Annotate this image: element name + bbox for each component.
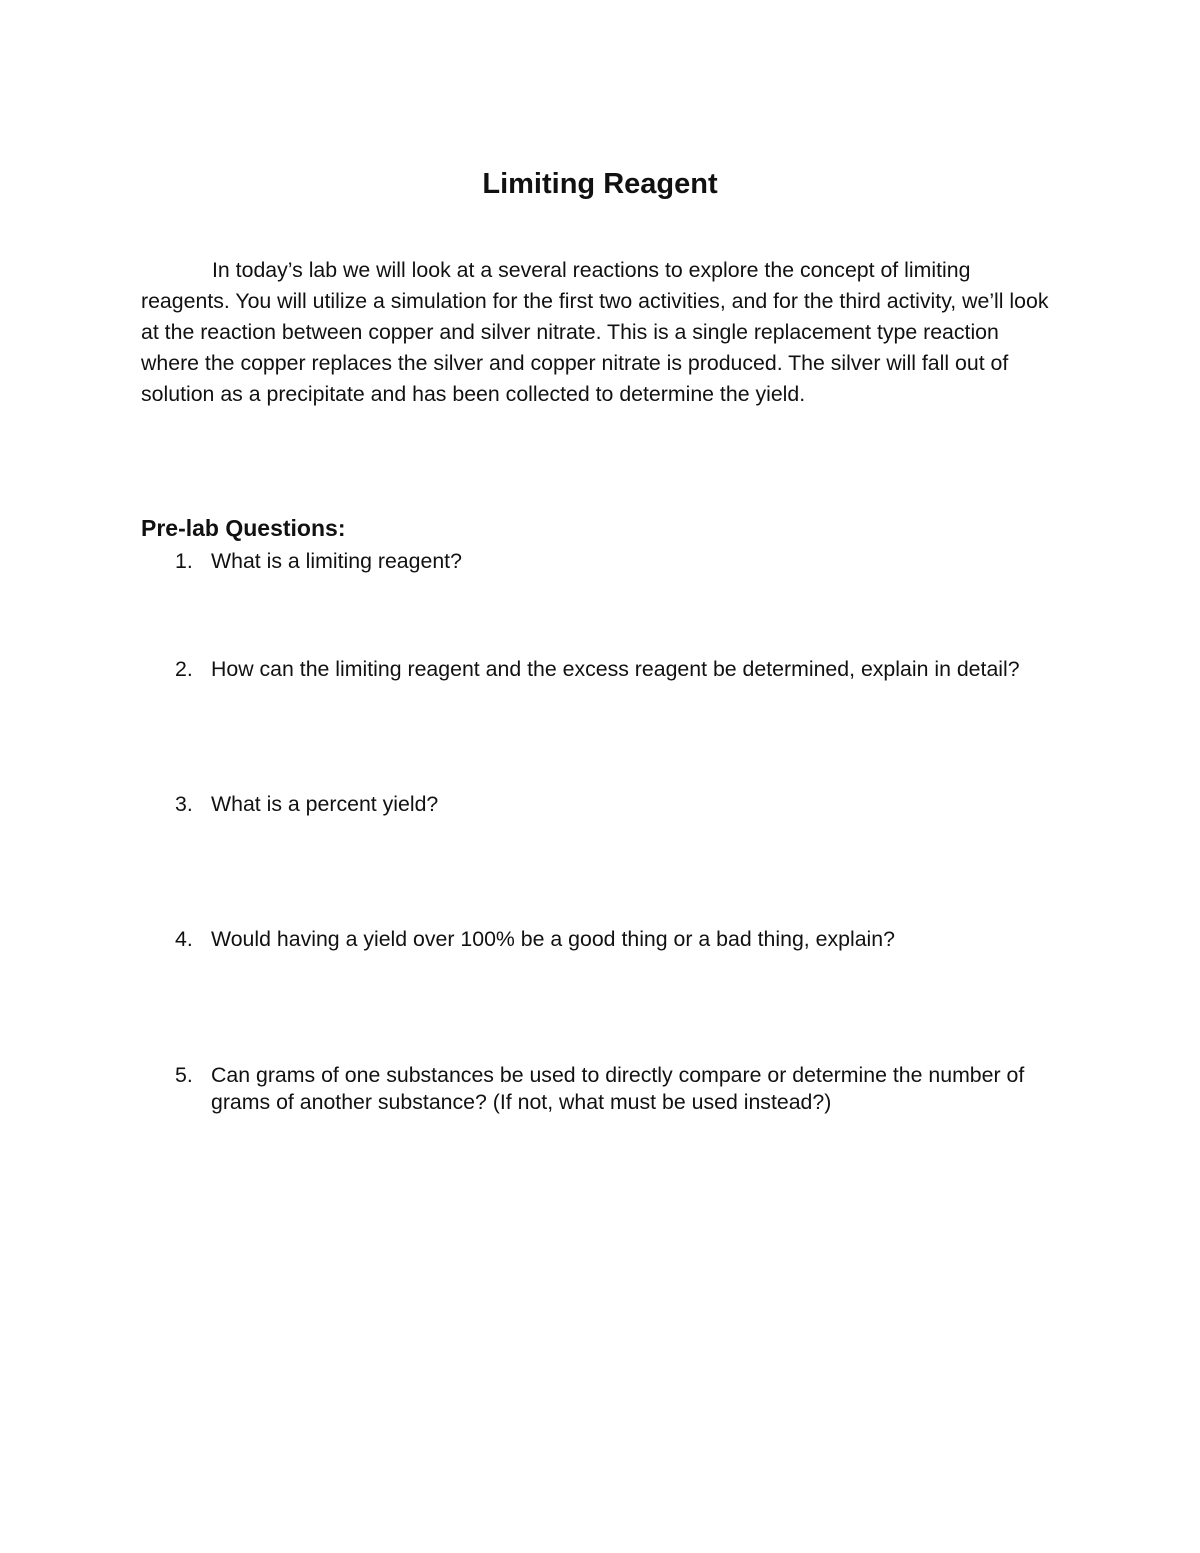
question-item — [170, 1062, 1070, 1116]
question-text: Can grams of one substances be used to directly compare or determine the number of grams of another substance? (If not, what must be used instead?) — [211, 1063, 1025, 1114]
question-number: 3. — [175, 792, 193, 816]
question-text: How can the limiting reagent and the excess reagent be determined, explain in detail? — [211, 657, 1020, 681]
question-number: 5. — [175, 1063, 193, 1087]
question-text: What is a percent yield? — [211, 792, 439, 816]
question-text: What is a limiting reagent? — [211, 549, 462, 573]
question-number: 4. — [175, 927, 193, 951]
question-item — [170, 926, 1070, 953]
question-item — [170, 656, 1070, 683]
question-item — [170, 791, 1070, 818]
question-item — [170, 548, 1070, 575]
prelab-heading: Pre-lab Questions: — [141, 515, 346, 541]
question-text: Would having a yield over 100% be a good thing or a bad thing, explain? — [211, 927, 895, 951]
question-number: 2. — [175, 657, 193, 681]
document-title: Limiting Reagent — [482, 168, 718, 200]
intro-paragraph: In today’s lab we will look at a several reactions to explore the concept of limiting reagents. You will utilize a simulation for the first two activities, and for the third activity, we’ll look at the reaction between copper and silver nitrate. This is a single replacement type reaction where the copper replaces the silver and copper nitrate is produced. The silver will fall out of solution as a precipitate and has been collected to determine the yield. — [141, 258, 1049, 406]
question-number: 1. — [175, 549, 193, 573]
